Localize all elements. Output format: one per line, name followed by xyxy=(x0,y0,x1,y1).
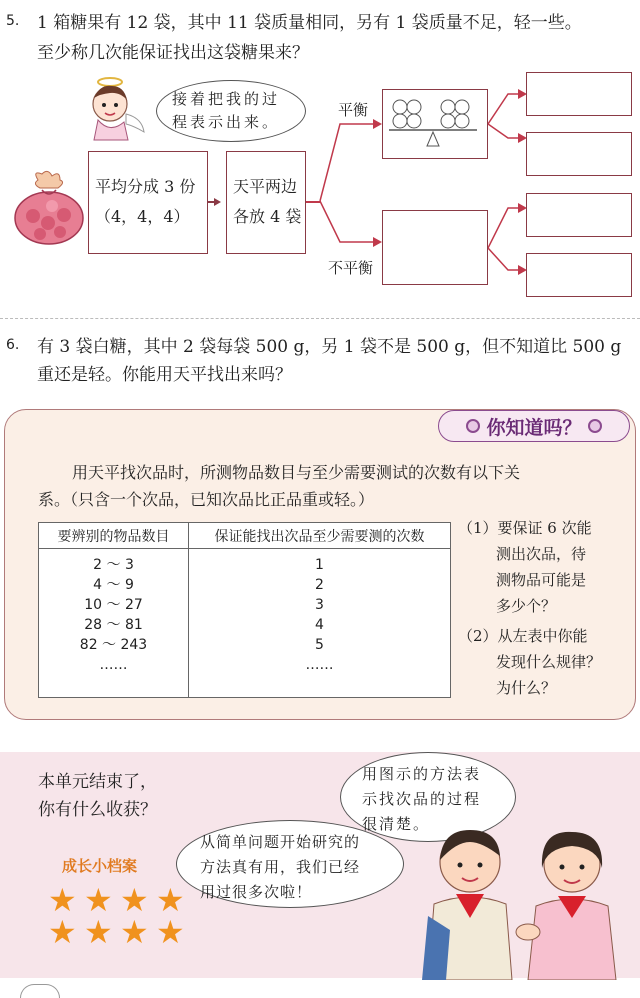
result-box-3 xyxy=(526,193,632,237)
summary-question-line2: 你有什么收获？ xyxy=(38,800,157,820)
q6-number: 6. xyxy=(6,337,20,353)
star-icon: ★ xyxy=(120,881,149,919)
q6-line2: 重还是轻。你能用天平找出来吗？ xyxy=(37,365,292,385)
test-count-table xyxy=(38,522,451,698)
angel-character-illustration xyxy=(80,74,150,144)
section-divider xyxy=(0,318,640,319)
table-header-items: 要辨别的物品数目 xyxy=(39,523,189,549)
branch-connector xyxy=(318,118,378,248)
star-icon: ★ xyxy=(48,913,77,951)
star-icon: ★ xyxy=(48,881,77,919)
ring-icon xyxy=(466,419,480,433)
bubble-right-text: 用图示的方法表 示找次品的过程 很清楚。 xyxy=(362,765,482,833)
did-you-know-title: 你知道吗？ xyxy=(486,416,582,439)
balance-scale-box xyxy=(382,89,488,159)
flow-box-weigh-line1: 天平两边 xyxy=(233,177,298,196)
growth-record-label: 成长小档案 xyxy=(62,857,138,875)
table-header-tests: 保证能找出次品至少需要测的次数 xyxy=(189,523,451,549)
dyk-intro-line1: 用天平找次品时，所测物品数目与至少需要测试的次数有以下关 xyxy=(72,463,521,482)
flow-box-split-line2: （4，4，4） xyxy=(95,207,190,226)
decorative-cloud xyxy=(20,984,60,998)
q5-line2: 至少称几次能保证找出这袋糖果来？ xyxy=(37,43,309,63)
q5-line1: 1 箱糖果有 12 袋，其中 11 袋质量相同，另有 1 袋质量不足，轻一些。 xyxy=(37,13,582,33)
bubble-left-text: 从简单问题开始研究的 方法真有用，我们已经 用过很多次啦！ xyxy=(200,833,361,901)
summary-question-line1: 本单元结束了， xyxy=(38,772,157,792)
q5-bubble-line2: 程表示出来。 xyxy=(172,113,281,131)
star-icon: ★ xyxy=(120,913,149,951)
dyk-question-1: （1）要保证 6 次能 测出次品，待 测物品可能是 多少个？ xyxy=(458,519,592,615)
star-icon: ★ xyxy=(84,913,113,951)
star-icon: ★ xyxy=(156,913,185,951)
star-icon: ★ xyxy=(84,881,113,919)
flow-box-split-three xyxy=(88,151,208,254)
right-connectors xyxy=(488,90,528,280)
candy-bag-illustration xyxy=(8,168,90,250)
q6-line1: 有 3 袋白糖，其中 2 袋每袋 500 g，另 1 袋不是 500 g，但不知道比 500 g xyxy=(37,337,622,357)
result-box-1 xyxy=(526,72,632,116)
empty-box-unbalanced xyxy=(382,210,488,285)
flow-box-weigh-line2: 各放 4 袋 xyxy=(233,207,302,226)
result-box-4 xyxy=(526,253,632,297)
dyk-intro-line2: 系。（只含一个次品，已知次品比正品重或轻。） xyxy=(38,490,375,509)
did-you-know-tag xyxy=(438,410,630,442)
result-box-2 xyxy=(526,132,632,176)
dyk-question-2: （2）从左表中你能 发现什么规律？ 为什么？ xyxy=(458,627,602,697)
table-row: 2 ～ 3 4 ～ 9 10 ～ 27 28 ～ 81 82 ～ 243 …… 1 2 3 4 5 …… xyxy=(39,549,451,698)
ring-icon xyxy=(588,419,602,433)
children-illustration xyxy=(412,820,636,980)
q5-number: 5. xyxy=(6,13,20,29)
unbalanced-label: 不平衡 xyxy=(328,259,374,277)
star-icon: ★ xyxy=(156,881,185,919)
balanced-label: 平衡 xyxy=(338,101,369,119)
flow-box-split-line1: 平均分成 3 份 xyxy=(95,177,196,196)
flow-box-weigh-four xyxy=(226,151,306,254)
q5-bubble-line1: 接着把我的过 xyxy=(172,90,281,108)
